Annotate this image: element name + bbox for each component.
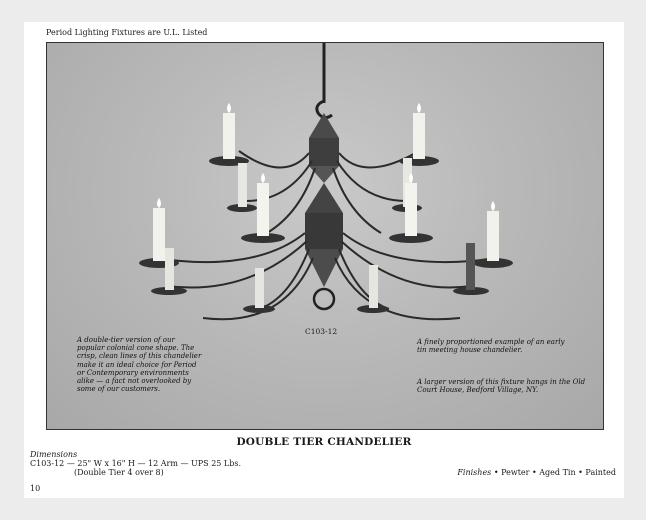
page-number: 10: [30, 484, 41, 493]
dimensions-line: C103-12 — 25" W x 16" H — 12 Arm — UPS 25 Lbs.: [30, 459, 241, 468]
caption-right-bottom: A larger version of this fixture hangs in the Old Court House, Bedford Village, NY.: [417, 378, 586, 395]
dimensions-heading: Dimensions: [30, 450, 78, 459]
product-title: DOUBLE TIER CHANDELIER: [236, 436, 412, 448]
catalog-page: [24, 22, 624, 498]
finishes: [457, 468, 616, 477]
chandelier-photo: [46, 42, 604, 430]
finishes-values: • Pewter • Aged Tin • Painted: [493, 468, 616, 477]
caption-right-top: A finely proportioned example of an early tin meeting house chandelier.: [417, 338, 565, 355]
caption-left: A double-tier version of our popular colonial cone shape. The crisp, clean lines of this chandelier make it an ideal choice for Period or Contemporary environments alike — a fact not overlooked by some of our customers.: [77, 336, 202, 394]
model-number-label: C103-12: [305, 327, 338, 336]
dimensions-note: (Double Tier 4 over 8): [74, 468, 164, 477]
finishes-label: Finishes: [457, 468, 492, 477]
header-text: Period Lighting Fixtures are U.L. Listed: [46, 28, 208, 37]
